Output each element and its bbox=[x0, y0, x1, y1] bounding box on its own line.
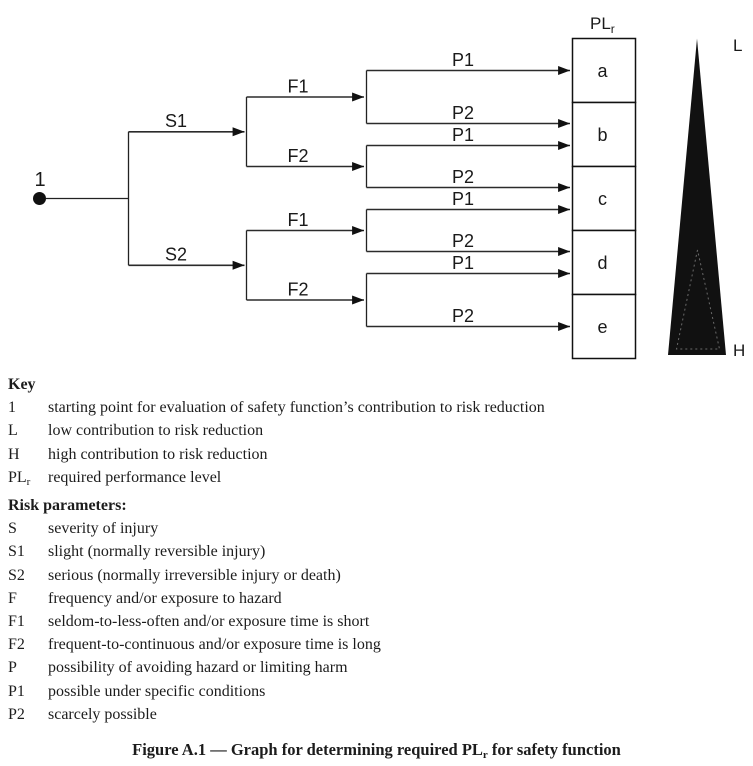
key-definition: severity of injury bbox=[48, 520, 159, 538]
key-subheading: Risk parameters: bbox=[8, 497, 127, 515]
key-term: F2 bbox=[8, 636, 25, 654]
key-definition: possible under specific conditions bbox=[48, 682, 266, 700]
s1-label: S1 bbox=[164, 111, 188, 131]
key-definition: slight (normally reversible injury) bbox=[48, 543, 266, 561]
key-row bbox=[8, 396, 748, 419]
key-row bbox=[8, 419, 748, 442]
key-definition: required performance level bbox=[48, 468, 222, 486]
key-row bbox=[8, 680, 748, 703]
key-definition: starting point for evaluation of safety function’s contribution to risk reduction bbox=[48, 399, 545, 417]
key-term: P bbox=[8, 659, 17, 677]
f2-label-s1: F2 bbox=[287, 146, 309, 166]
f1-label-s2: F1 bbox=[287, 210, 309, 230]
risk-graph-diagram bbox=[0, 0, 753, 372]
p1-label-s1f1: P1 bbox=[451, 50, 475, 70]
key-row bbox=[8, 466, 748, 494]
key-term: L bbox=[8, 422, 18, 440]
key-term: S bbox=[8, 520, 17, 538]
key-term: P1 bbox=[8, 682, 25, 700]
key-definition: high contribution to risk reduction bbox=[48, 445, 268, 463]
key-term: P2 bbox=[8, 705, 25, 723]
p2-label-s2f2: P2 bbox=[451, 306, 475, 326]
key-row bbox=[8, 610, 748, 633]
key-term: F bbox=[8, 589, 17, 607]
start-node bbox=[33, 192, 46, 205]
s2-label: S2 bbox=[164, 244, 188, 265]
key-row bbox=[8, 564, 748, 587]
key-term: S1 bbox=[8, 543, 25, 561]
key-term: F1 bbox=[8, 613, 25, 631]
pl-box-e-label: e bbox=[597, 317, 608, 337]
key-row bbox=[8, 656, 748, 679]
key-definition: low contribution to risk reduction bbox=[48, 422, 264, 440]
key-definition: possibility of avoiding hazard or limiting harm bbox=[48, 659, 348, 677]
key-definition: scarcely possible bbox=[48, 705, 157, 723]
p2-label-s1f2: P2 bbox=[451, 167, 475, 187]
risk-scale-triangle bbox=[668, 39, 726, 356]
key-definition: frequency and/or exposure to hazard bbox=[48, 589, 282, 607]
key-section bbox=[8, 373, 748, 726]
pl-box-a-label: a bbox=[597, 61, 608, 81]
start-node-label: 1 bbox=[34, 169, 46, 191]
key-row bbox=[8, 587, 748, 610]
plr-column-header: $PL_r$ bbox=[590, 14, 615, 36]
f2-label-s2: F2 bbox=[287, 279, 309, 300]
pl-box-d-label: d bbox=[597, 253, 608, 273]
key-definition: seldom-to-less-often and/or exposure time is short bbox=[48, 613, 370, 631]
key-row bbox=[8, 633, 748, 656]
key-definition: frequent-to-continuous and/or exposure time is long bbox=[48, 636, 381, 654]
key-row bbox=[8, 540, 748, 563]
p1-label-s2f1: P1 bbox=[451, 189, 475, 209]
key-term: H bbox=[8, 445, 20, 463]
key-row bbox=[8, 703, 748, 726]
key-term: S2 bbox=[8, 566, 25, 584]
key-definition: serious (normally irreversible injury or death) bbox=[48, 566, 341, 584]
figure-caption: Figure A.1 — Graph for determining required PLr for safety function bbox=[132, 740, 621, 761]
p2-label-s2f1: P2 bbox=[451, 231, 475, 251]
p1-label-s1f2: P1 bbox=[451, 125, 475, 145]
key-term: 1 bbox=[8, 399, 16, 417]
p1-label-s2f2: P1 bbox=[451, 253, 475, 273]
pl-box-b-label: b bbox=[597, 125, 608, 145]
key-term-plr: PLr bbox=[8, 468, 31, 488]
p2-label-s1f1: P2 bbox=[451, 103, 475, 123]
low-risk-label: L bbox=[733, 36, 743, 55]
key-row bbox=[8, 443, 748, 466]
pl-box-c-label: c bbox=[598, 189, 607, 209]
key-row bbox=[8, 517, 748, 540]
key-heading: Key bbox=[8, 376, 36, 393]
f1-label-s1: F1 bbox=[287, 76, 309, 97]
high-risk-label: H bbox=[733, 341, 746, 360]
